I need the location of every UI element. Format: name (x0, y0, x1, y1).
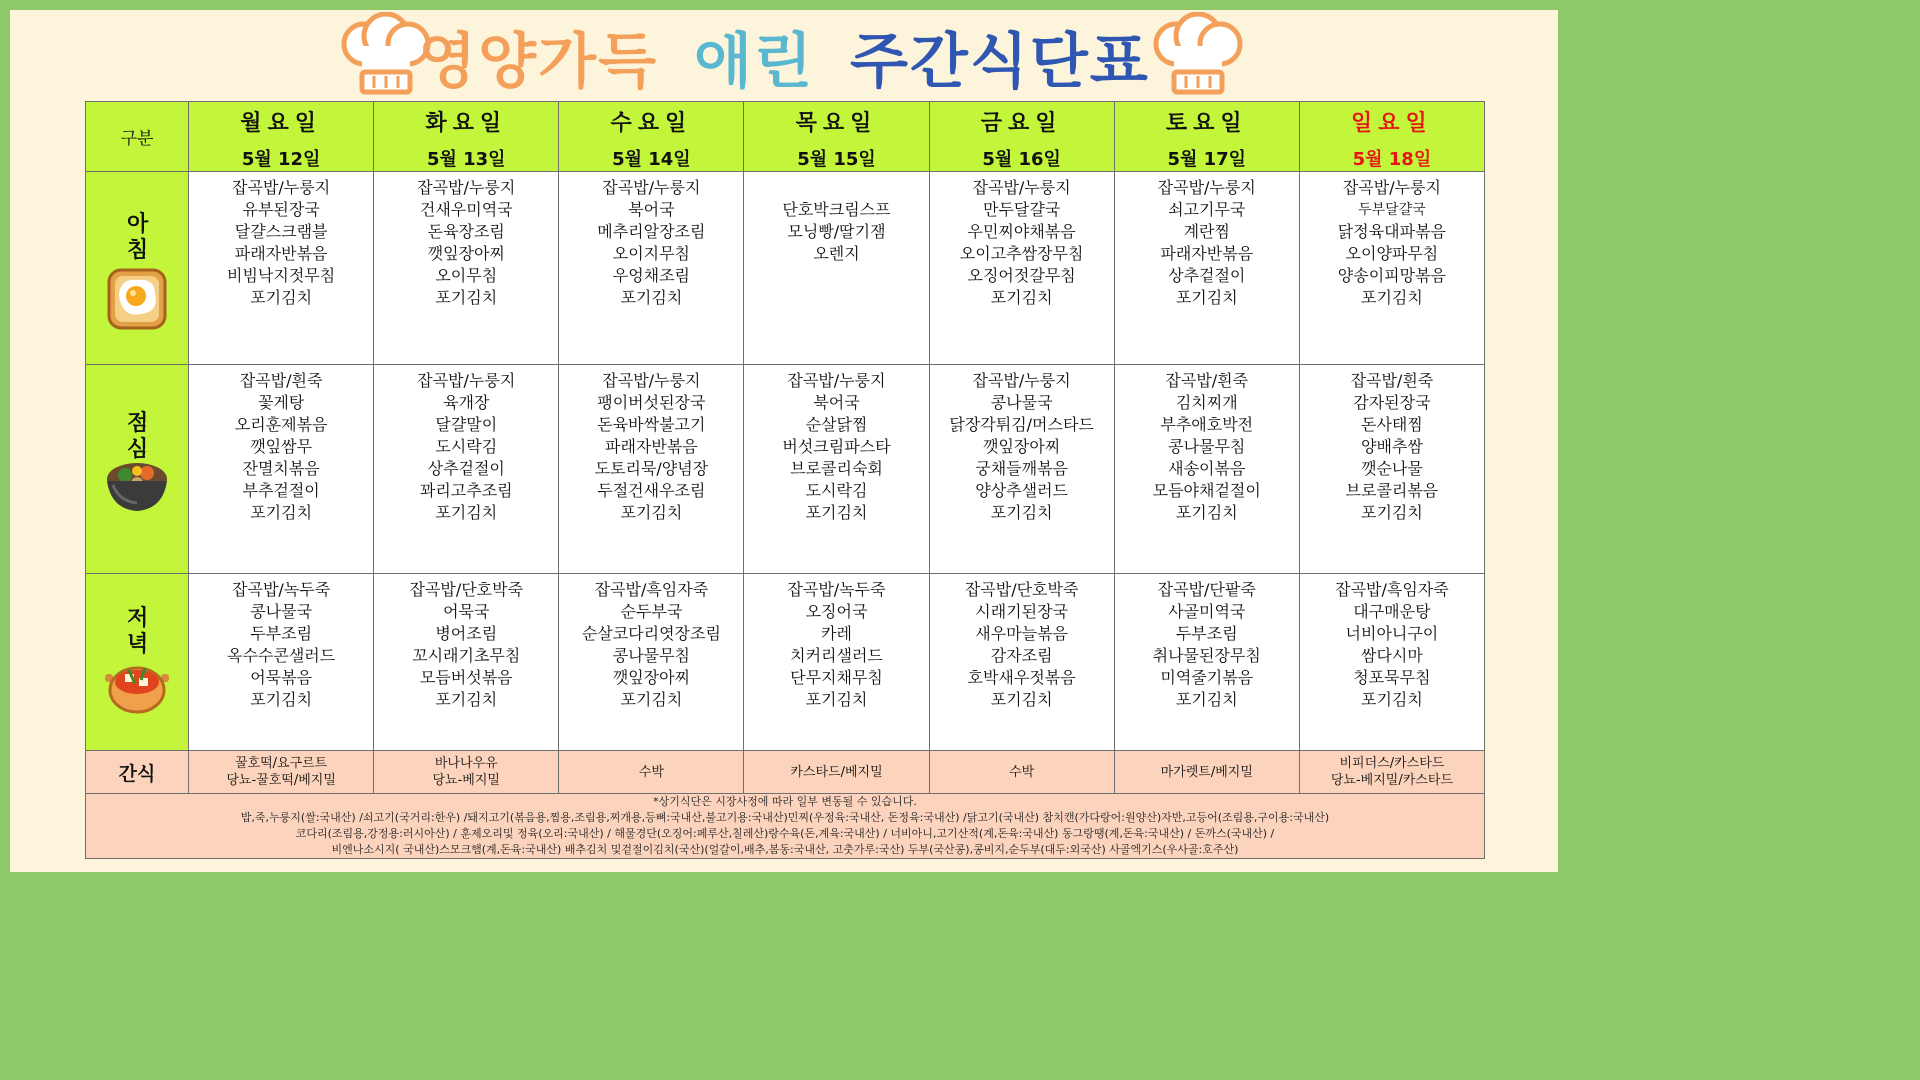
menu-item: 잡곡밥/녹두죽 (787, 580, 886, 599)
menu-item (744, 177, 928, 199)
note-line: 비엔나소시지( 국내산)스모크햄(계,돈육:국내산) 배추김치 및겉절이김치(국산)(얼갈이,배추,봄동:국내산, 고춧가루:국산) 두부(국산콩),콩비지,순두부(대두:외국산) 사골엑기스(우사골:호주산) (331, 843, 1239, 856)
menu-item: 잡곡밥/누룽지 (417, 371, 516, 390)
snack-label: 간식 (118, 762, 156, 785)
menu-item: 쌈다시마 (1360, 646, 1423, 665)
menu-item: 포기김치 (805, 690, 868, 709)
menu-item: 병어조림 (435, 624, 498, 643)
menu-item: 잡곡밥/누룽지 (602, 178, 701, 197)
fried-egg-toast-icon (105, 264, 169, 332)
lunch-row (86, 365, 1485, 574)
menu-item: 파래자반볶음 (1160, 244, 1254, 263)
menu-item: 순살닭찜 (805, 415, 868, 434)
day-date: 5월 17일 (1167, 149, 1247, 170)
day-date: 5월 12일 (241, 149, 321, 170)
header-row (86, 102, 1485, 172)
bibimbap-bowl-icon (103, 453, 171, 515)
menu-item: 감자조림 (990, 646, 1053, 665)
breakfast-mon (189, 172, 374, 365)
snack-item: 당뇨-베지밀 (432, 773, 500, 788)
day-name: 토요일 (1165, 111, 1248, 136)
menu-item: 포기김치 (990, 690, 1053, 709)
menu-item: 김치찌개 (1175, 393, 1238, 412)
snack-item: 비피더스/카스타드 (1339, 756, 1445, 771)
menu-item: 도시락김 (805, 481, 868, 500)
menu-item: 잡곡밥/누룽지 (1342, 178, 1441, 197)
menu-item: 닭장각튀김/머스타드 (949, 415, 1094, 434)
menu-item: 카레 (821, 624, 852, 643)
dinner-row (86, 574, 1485, 751)
day-name: 목요일 (795, 111, 878, 136)
menu-item: 잡곡밥/단호박죽 (964, 580, 1079, 599)
menu-item: 포기김치 (250, 288, 313, 307)
menu-list (1300, 172, 1484, 315)
snack-item: 꿀호떡/요구르트 (234, 756, 328, 771)
menu-item: 계란찜 (1183, 222, 1230, 241)
menu-list (744, 172, 928, 315)
day-date: 5월 18일 (1352, 149, 1432, 170)
menu-item: 콩나물국 (990, 393, 1053, 412)
menu-list (744, 365, 928, 530)
day-date: 5월 14일 (612, 149, 691, 170)
menu-item: 포기김치 (250, 690, 313, 709)
snack-tue (374, 751, 559, 794)
menu-list (930, 574, 1114, 717)
menu-item: 잡곡밥/녹두죽 (232, 580, 331, 599)
menu-item: 치커리샐러드 (790, 646, 883, 665)
stew-pot-icon (105, 650, 169, 716)
menu-item: 잡곡밥/누룽지 (602, 371, 701, 390)
menu-list (189, 574, 373, 717)
menu-item: 모듬야채겉절이 (1152, 481, 1261, 500)
menu-item: 건새우미역국 (419, 200, 513, 219)
menu-item: 호박새우젓볶음 (967, 668, 1076, 687)
menu-item: 오이무침 (435, 266, 498, 285)
menu-item (744, 265, 928, 287)
lunch-wed (559, 365, 744, 574)
menu-item: 버섯크림파스타 (782, 437, 891, 456)
day-name: 월요일 (240, 111, 322, 136)
title-part-2: 애린 (694, 27, 814, 97)
day-header-mon (189, 102, 374, 172)
menu-item: 두부조림 (250, 624, 313, 643)
lunch-sat (1114, 365, 1299, 574)
menu-item: 브로콜리볶음 (1345, 481, 1439, 500)
snack-fri (929, 751, 1114, 794)
lunch-thu (744, 365, 929, 574)
menu-list (1115, 365, 1299, 530)
menu-item: 오이지무침 (612, 244, 691, 263)
snack-sun (1299, 751, 1484, 794)
menu-item: 오이고추쌈장무침 (959, 244, 1084, 263)
menu-item: 사골미역국 (1168, 602, 1246, 621)
snack-item: 당뇨-베지밀/카스타드 (1330, 773, 1453, 788)
menu-item: 오리훈제볶음 (234, 415, 328, 434)
menu-item: 두절건새우조림 (597, 481, 706, 500)
menu-item: 포기김치 (620, 690, 683, 709)
menu-item: 포기김치 (990, 503, 1053, 522)
menu-item: 돈육바싹불고기 (597, 415, 706, 434)
breakfast-tue (374, 172, 559, 365)
dinner-sun (1299, 574, 1484, 751)
day-date: 5월 16일 (982, 149, 1061, 170)
menu-item: 꼬시래기초무침 (412, 646, 521, 665)
day-date: 5월 15일 (797, 149, 876, 170)
snack-thu (744, 751, 929, 794)
menu-item: 만두달걀국 (982, 200, 1061, 219)
menu-item: 시래기된장국 (975, 602, 1068, 621)
menu-item: 궁채들깨볶음 (975, 459, 1068, 478)
menu-item: 취나물된장무침 (1152, 646, 1261, 665)
menu-item: 돈육장조림 (427, 222, 505, 241)
menu-item: 포기김치 (1175, 690, 1238, 709)
snack-item: 수박 (1009, 764, 1035, 780)
snack-row (86, 751, 1485, 794)
menu-list (559, 172, 743, 315)
menu-item: 미역줄기볶음 (1160, 668, 1254, 687)
menu-item: 잡곡밥/누룽지 (1157, 178, 1256, 197)
snack-item: 수박 (638, 764, 664, 780)
title-part-1: 영양가득 (418, 27, 659, 97)
menu-list (744, 574, 928, 717)
weekly-menu-table (85, 101, 1485, 859)
menu-item: 콩나물무침 (1168, 437, 1246, 456)
menu-item: 두부달걀국 (1358, 202, 1426, 218)
snack-item: 카스타드/베지밀 (790, 764, 883, 780)
menu-item: 잡곡밥/흰죽 (1350, 371, 1434, 390)
menu-list (1300, 574, 1484, 717)
day-header-sun (1299, 102, 1484, 172)
menu-item: 메추리알장조림 (597, 222, 706, 241)
menu-item: 순두부국 (620, 602, 683, 621)
menu-item: 부추애호박전 (1160, 415, 1254, 434)
menu-list (189, 172, 373, 315)
snack-item: 바나나우유 (434, 756, 498, 771)
menu-list (1115, 574, 1299, 717)
menu-item: 잡곡밥/흑임자죽 (594, 580, 709, 599)
menu-item: 잡곡밥/흰죽 (1165, 371, 1249, 390)
lunch-label: 점심 (127, 411, 149, 462)
day-name: 금요일 (980, 111, 1063, 136)
menu-item: 잡곡밥/누룽지 (232, 178, 331, 197)
day-name: 일요일 (1351, 111, 1433, 136)
menu-item: 콩나물무침 (612, 646, 691, 665)
menu-list (930, 172, 1114, 315)
page-title (0, 14, 1568, 100)
menu-item: 잡곡밥/단팥죽 (1157, 580, 1256, 599)
breakfast-label-cell (86, 172, 189, 365)
menu-item: 잡곡밥/누룽지 (972, 371, 1071, 390)
menu-item: 유부된장국 (242, 200, 320, 219)
menu-item: 잡곡밥/흰죽 (239, 371, 323, 390)
menu-item: 달걀스크램블 (234, 222, 328, 241)
day-header-sat (1114, 102, 1299, 172)
menu-item: 잡곡밥/누룽지 (787, 371, 886, 390)
lunch-sun (1299, 365, 1484, 574)
menu-item: 양배추쌈 (1360, 437, 1423, 456)
menu-item: 모닝빵/딸기잼 (787, 222, 886, 241)
day-header-thu (744, 102, 929, 172)
breakfast-fri (929, 172, 1114, 365)
menu-item: 브로콜리숙회 (790, 459, 883, 478)
dinner-thu (744, 574, 929, 751)
menu-item: 우엉채조림 (612, 266, 691, 285)
menu-item: 포기김치 (1360, 503, 1423, 522)
dinner-fri (929, 574, 1114, 751)
menu-item: 양상추샐러드 (975, 481, 1068, 500)
menu-item: 깻잎장아찌 (612, 668, 691, 687)
snack-sat (1114, 751, 1299, 794)
menu-item: 포기김치 (1175, 288, 1238, 307)
menu-item: 꽈리고추조림 (419, 481, 513, 500)
menu-list (559, 574, 743, 717)
menu-item: 어묵볶음 (250, 668, 313, 687)
menu-item: 북어국 (813, 393, 860, 412)
menu-item: 포기김치 (435, 503, 498, 522)
menu-item: 감자된장국 (1353, 393, 1431, 412)
origin-notes (86, 794, 1485, 859)
menu-item: 파래자반볶음 (605, 437, 698, 456)
menu-item: 두부조림 (1175, 624, 1238, 643)
menu-item: 콩나물국 (250, 602, 313, 621)
menu-item: 오이양파무침 (1345, 244, 1439, 263)
menu-item: 깻순나물 (1360, 459, 1423, 478)
snack-mon (189, 751, 374, 794)
menu-item: 포기김치 (1175, 503, 1238, 522)
menu-item: 잡곡밥/누룽지 (417, 178, 516, 197)
menu-item: 우민찌야채볶음 (967, 222, 1076, 241)
menu-item: 포기김치 (435, 690, 498, 709)
note-line: 밥,죽,누룽지(쌀:국내산) /쇠고기(국거리:한우) /돼지고기(볶음용,찜용,조림용,찌개용,등뼈:국내산,불고기용:국내산)민찌(우정육:국내산, 돈정육:국내산) /닭고기(국내산) 참치캔(가다랑어:원양산)자반,고등어(조림용,구이용:국내산) (240, 811, 1330, 824)
menu-item: 포기김치 (435, 288, 498, 307)
menu-item: 대구매운탕 (1353, 602, 1431, 621)
menu-item: 모듬버섯볶음 (419, 668, 513, 687)
menu-item: 닭정육대파볶음 (1337, 222, 1446, 241)
menu-item: 꽃게탕 (257, 393, 305, 412)
menu-item: 새우마늘볶음 (975, 624, 1068, 643)
menu-item: 단호박크림스프 (782, 200, 891, 219)
menu-item: 파래자반볶음 (234, 244, 328, 263)
menu-list (189, 365, 373, 530)
menu-item: 너비아니구이 (1345, 624, 1439, 643)
menu-item: 부추겉절이 (242, 481, 320, 500)
header-label: 구분 (120, 129, 154, 149)
title-part-3: 주간식단표 (849, 27, 1150, 97)
menu-item: 어묵국 (443, 602, 490, 621)
menu-item: 포기김치 (805, 503, 868, 522)
menu-item: 잡곡밥/흑임자죽 (1335, 580, 1449, 599)
menu-item: 깻잎쌈무 (250, 437, 313, 456)
menu-item: 상추겉절이 (427, 459, 505, 478)
menu-item: 도시락김 (435, 437, 498, 456)
breakfast-thu (744, 172, 929, 365)
menu-item: 양송이피망볶음 (1337, 266, 1446, 285)
breakfast-row (86, 172, 1485, 365)
menu-item: 새송이볶음 (1168, 459, 1246, 478)
menu-item: 팽이버섯된장국 (597, 393, 706, 412)
menu-item: 잡곡밥/누룽지 (972, 178, 1071, 197)
menu-item: 도토리묵/양념장 (594, 459, 709, 478)
dinner-wed (559, 574, 744, 751)
menu-item: 잡곡밥/단호박죽 (409, 580, 524, 599)
breakfast-sun (1299, 172, 1484, 365)
menu-list (374, 365, 558, 530)
menu-list (374, 574, 558, 717)
menu-item: 포기김치 (250, 503, 313, 522)
day-header-tue (374, 102, 559, 172)
menu-item: 포기김치 (990, 288, 1053, 307)
lunch-label-cell (86, 365, 189, 574)
lunch-fri (929, 365, 1114, 574)
menu-list (559, 365, 743, 530)
dinner-tue (374, 574, 559, 751)
dinner-label-cell (86, 574, 189, 751)
menu-list (930, 365, 1114, 530)
dinner-sat (1114, 574, 1299, 751)
menu-item (744, 287, 928, 309)
menu-item: 오렌지 (813, 244, 860, 263)
breakfast-label: 아침 (127, 212, 149, 263)
note-line: 코다리(조림용,강정용:러시아산) / 훈제오리및 정육(오리:국내산) / 해물경단(오징어:페루산,칠레산)랑수육(돈,계육:국내산) / 너비아니,고기산적(계,돈육:국내산) 동그랑땡(계,돈육:국내산) / 돈까스(국내산) / (295, 827, 1275, 840)
menu-item: 돈사태찜 (1360, 415, 1423, 434)
menu-item: 포기김치 (1360, 288, 1423, 307)
menu-item: 육개장 (443, 393, 490, 412)
menu-list (1115, 172, 1299, 315)
menu-item: 비빔낙지젓무침 (227, 266, 336, 285)
menu-item: 오징어젓갈무침 (967, 266, 1076, 285)
menu-item: 북어국 (628, 200, 675, 219)
menu-item: 깻잎장아찌 (427, 244, 505, 263)
origin-notes-row (86, 794, 1485, 859)
menu-item: 순살코다리엿장조림 (581, 624, 721, 643)
snack-item: 마가렛트/베지밀 (1160, 764, 1253, 780)
snack-wed (559, 751, 744, 794)
note-line: *상기식단은 시장사정에 따라 일부 변동될 수 있습니다. (653, 795, 917, 808)
day-header-fri (929, 102, 1114, 172)
menu-item: 오징어국 (805, 602, 868, 621)
menu-item: 옥수수콘샐러드 (227, 646, 336, 665)
menu-item: 상추겉절이 (1168, 266, 1246, 285)
lunch-mon (189, 365, 374, 574)
menu-item: 깻잎장아찌 (982, 437, 1061, 456)
menu-item: 포기김치 (1360, 690, 1423, 709)
menu-list (374, 172, 558, 315)
menu-item: 쇠고기무국 (1168, 200, 1246, 219)
menu-list (1300, 365, 1484, 530)
menu-item: 포기김치 (620, 288, 683, 307)
breakfast-wed (559, 172, 744, 365)
snack-label-cell (86, 751, 189, 794)
day-name: 수요일 (610, 111, 693, 136)
menu-item: 잔멸치볶음 (242, 459, 320, 478)
menu-item: 단무지채무침 (790, 668, 883, 687)
dinner-label: 저녁 (127, 606, 149, 657)
day-name: 화요일 (425, 111, 508, 136)
menu-item: 포기김치 (620, 503, 683, 522)
breakfast-sat (1114, 172, 1299, 365)
day-date: 5월 13일 (426, 149, 506, 170)
header-label-cell (86, 102, 189, 172)
menu-item: 달걀말이 (435, 415, 498, 434)
day-header-wed (559, 102, 744, 172)
dinner-mon (189, 574, 374, 751)
lunch-tue (374, 365, 559, 574)
snack-item: 당뇨-꿀호떡/베지밀 (226, 773, 336, 788)
menu-item: 청포묵무침 (1353, 668, 1431, 687)
